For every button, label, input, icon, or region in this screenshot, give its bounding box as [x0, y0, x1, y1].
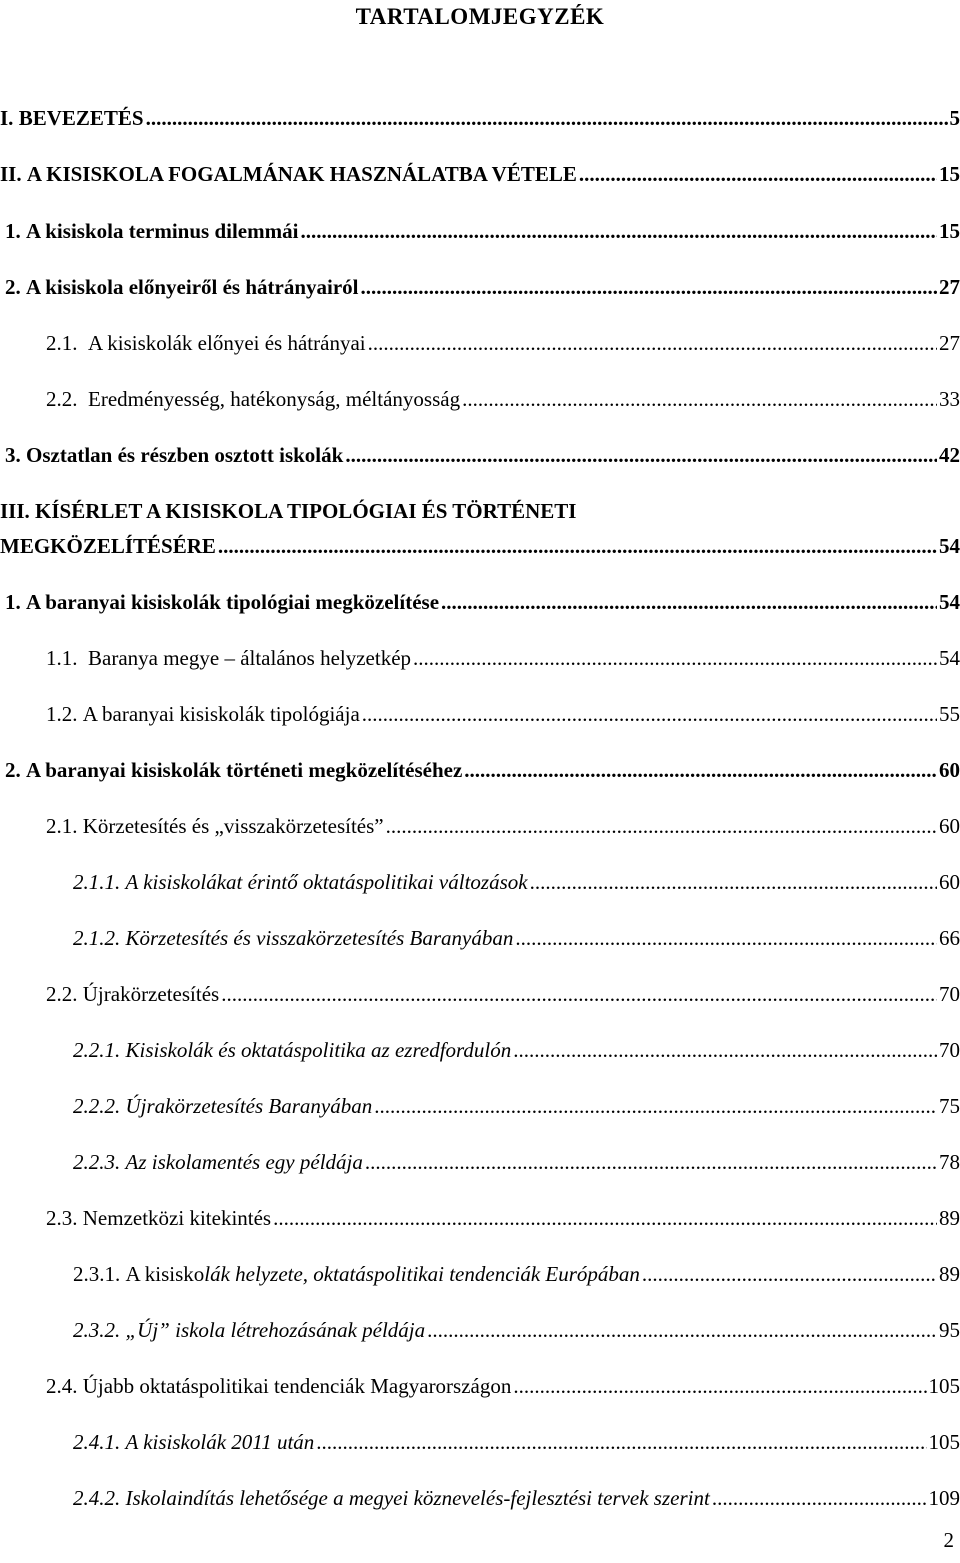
toc-leader-dots	[530, 867, 937, 897]
toc-entry-label: A kisiskola előnyeiről és hátrányairól	[26, 275, 359, 299]
toc-entry-label: A KISISKOLA FOGALMÁNAK HASZNÁLATBA VÉTELE	[26, 162, 577, 186]
toc-entry-page: 15	[939, 162, 960, 186]
toc-entry-label: A kisiskola terminus dilemmái	[26, 219, 299, 243]
toc-entry-label: Az iskolamentés egy példája	[125, 1150, 363, 1174]
toc-entry[interactable]	[0, 587, 960, 617]
toc-entry-label: BEVEZETÉS	[18, 106, 144, 130]
toc-leader-dots	[513, 1371, 926, 1401]
toc-entry-number: 2.4.	[46, 1374, 78, 1398]
toc-entry[interactable]	[0, 159, 960, 189]
toc-entry-page: 54	[939, 646, 960, 670]
toc-entry[interactable]	[0, 1315, 960, 1345]
toc-entry-page: 66	[939, 926, 960, 950]
toc-entry-page: 27	[939, 275, 960, 299]
toc-entry-page: 78	[939, 1150, 960, 1174]
toc-entry-number: III.	[0, 499, 30, 523]
toc-entry[interactable]	[0, 328, 960, 358]
toc-leader-dots	[427, 1315, 937, 1345]
toc-entry[interactable]	[0, 643, 960, 673]
toc-entry-label: Eredményesség, hatékonyság, méltányosság	[88, 387, 461, 411]
toc-entry-label: Újabb oktatáspolitikai tendenciák Magyarországon	[82, 1374, 512, 1398]
toc-entry-page: 54	[939, 534, 960, 558]
page-title: TARTALOMJEGYZÉK	[355, 4, 605, 29]
toc-entry[interactable]	[0, 979, 960, 1009]
toc-leader-dots	[365, 1147, 937, 1177]
toc-entry-number: 2.	[5, 758, 21, 782]
toc-entry-number: 2.3.1.	[73, 1262, 121, 1286]
toc-leader-dots	[642, 1259, 937, 1289]
toc-entry-label: lák helyzete, oktatáspolitikai tendenciák Európában	[204, 1262, 640, 1286]
toc-entry-number: 1.2.	[46, 702, 78, 726]
toc-entry-number: 2.2.2.	[73, 1094, 121, 1118]
toc-leader-dots	[464, 755, 937, 785]
toc-entry-page: 89	[939, 1262, 960, 1286]
toc-entry-label: Körzetesítés és „visszakörzetesítés”	[82, 814, 384, 838]
toc-entry-page: 54	[939, 590, 960, 614]
toc-entry-label: A baranyai kisiskolák tipológiai megközelítése	[26, 590, 440, 614]
toc-entry-page: 42	[939, 443, 960, 467]
toc-entry[interactable]	[0, 867, 960, 897]
toc-entry-number: 2.4.2.	[73, 1486, 121, 1510]
toc-leader-dots	[300, 216, 937, 246]
toc-entry-page: 15	[939, 219, 960, 243]
toc-entry-label: Újrakörzetesítés Baranyában	[125, 1094, 373, 1118]
toc-entry[interactable]	[0, 923, 960, 953]
toc-entry-label: Baranya megye – általános helyzetkép	[88, 646, 412, 670]
toc-entry-page: 105	[928, 1430, 960, 1454]
toc-entry-page: 89	[939, 1206, 960, 1230]
toc-entry-number: 2.3.	[46, 1206, 78, 1230]
toc-entry-number: 2.1.	[46, 331, 78, 355]
toc-entry[interactable]	[0, 1203, 960, 1233]
toc-entry-page: 105	[928, 1374, 960, 1398]
toc-entry-number: 1.1.	[46, 646, 78, 670]
toc-leader-dots	[579, 159, 937, 189]
toc-entry-label: Körzetesítés és visszakörzetesítés Baranyában	[125, 926, 514, 950]
toc-entry-number: 2.4.1.	[73, 1430, 121, 1454]
toc-entry[interactable]	[0, 1427, 960, 1457]
toc-leader-dots	[462, 384, 937, 414]
toc-entry[interactable]	[0, 1147, 960, 1177]
toc-leader-dots	[374, 1091, 937, 1121]
toc-entry-number: 2.2.1.	[73, 1038, 121, 1062]
toc-entry-label: Nemzetközi kitekintés	[82, 1206, 272, 1230]
toc-entry[interactable]	[0, 811, 960, 841]
toc-entry[interactable]	[0, 1259, 960, 1289]
toc-leader-dots	[316, 1427, 926, 1457]
toc-leader-dots	[221, 979, 937, 1009]
toc-entry-page: 60	[939, 814, 960, 838]
toc-entry[interactable]	[0, 272, 960, 302]
toc-entry[interactable]	[0, 384, 960, 414]
toc-entry-number: 2.2.	[46, 387, 78, 411]
toc-entry-label: A kisiskolákat érintő oktatáspolitikai változások	[125, 870, 528, 894]
toc-leader-dots	[515, 923, 937, 953]
toc-leader-dots	[368, 328, 937, 358]
toc-entry-number: 1.	[5, 590, 21, 614]
toc-entry-page: 27	[939, 331, 960, 355]
toc-entry-label: Osztatlan és részben osztott iskolák	[26, 443, 344, 467]
toc-entry[interactable]	[0, 1483, 960, 1513]
toc-entry-number: 1.	[5, 219, 21, 243]
toc-entry-label: Kisiskolák és oktatáspolitika az ezredfordulón	[125, 1038, 512, 1062]
toc-entry-number: I.	[0, 106, 14, 130]
toc-entry-label-line1: KÍSÉRLET A KISISKOLA TIPOLÓGIAI ÉS TÖRTÉNETI	[35, 499, 577, 523]
toc-leader-dots	[361, 272, 937, 302]
toc-entry-page: 60	[939, 758, 960, 782]
toc-entry[interactable]	[0, 755, 960, 785]
toc-entry-label: MEGKÖZELÍTÉSÉRE	[0, 534, 216, 558]
toc-entry-label: Újrakörzetesítés	[82, 982, 220, 1006]
toc-entry-page: 95	[939, 1318, 960, 1342]
toc-entry-number: 2.1.2.	[73, 926, 121, 950]
toc-entry-page: 70	[939, 982, 960, 1006]
toc-leader-dots	[712, 1483, 927, 1513]
toc-entry[interactable]	[0, 103, 960, 133]
toc-entry-label: A baranyai kisiskolák tipológiája	[82, 702, 360, 726]
toc-leader-dots	[273, 1203, 937, 1233]
toc-entry[interactable]	[0, 531, 960, 561]
toc-leader-dots	[362, 699, 937, 729]
toc-leader-dots	[386, 811, 937, 841]
toc-entry-page: 109	[928, 1486, 960, 1510]
toc-entry-number: 2.1.	[46, 814, 78, 838]
toc-leader-dots	[218, 531, 937, 561]
toc-leader-dots	[441, 587, 937, 617]
toc-entry[interactable]	[0, 1035, 960, 1065]
toc-entry-label: Iskolaindítás lehetősége a megyei köznevelés-fejlesztési tervek szerint	[125, 1486, 710, 1510]
toc-entry-number: 2.2.3.	[73, 1150, 121, 1174]
toc-entry-number: 2.2.	[46, 982, 78, 1006]
toc-leader-dots	[413, 643, 937, 673]
toc-entry[interactable]	[0, 699, 960, 729]
toc-entry-number: 2.3.2.	[73, 1318, 121, 1342]
toc-leader-dots	[345, 440, 937, 470]
toc-leader-dots	[513, 1035, 937, 1065]
toc-entry-page: 70	[939, 1038, 960, 1062]
toc-entry-number: 2.1.1.	[73, 870, 121, 894]
toc-entry-page: 5	[949, 106, 960, 130]
toc-entry[interactable]	[0, 440, 960, 470]
toc-entry[interactable]	[0, 1091, 960, 1121]
toc-entry-number: II.	[0, 162, 22, 186]
toc-entry-page: 33	[939, 387, 960, 411]
toc-entry-label: A kisiskolák előnyei és hátrányai	[88, 331, 366, 355]
toc-entry-page: 75	[939, 1094, 960, 1118]
toc-entry[interactable]	[0, 1371, 960, 1401]
page-number: 2	[943, 1528, 954, 1552]
toc-entry-page: 55	[939, 702, 960, 726]
toc-entry-label: A kisiskolák 2011 után	[125, 1430, 315, 1454]
toc-leader-dots	[146, 103, 948, 133]
toc-entry-page: 60	[939, 870, 960, 894]
toc-entry-first-line	[0, 496, 960, 526]
toc-entry-label: „Új” iskola létrehozásának példája	[125, 1318, 426, 1342]
toc-entry-number: 2.	[5, 275, 21, 299]
toc-entry-label-plain: A kisisko	[125, 1262, 205, 1286]
toc-entry[interactable]	[0, 216, 960, 246]
toc-entry-label: A baranyai kisiskolák történeti megközelítéséhez	[26, 758, 463, 782]
toc-entry-number: 3.	[5, 443, 21, 467]
